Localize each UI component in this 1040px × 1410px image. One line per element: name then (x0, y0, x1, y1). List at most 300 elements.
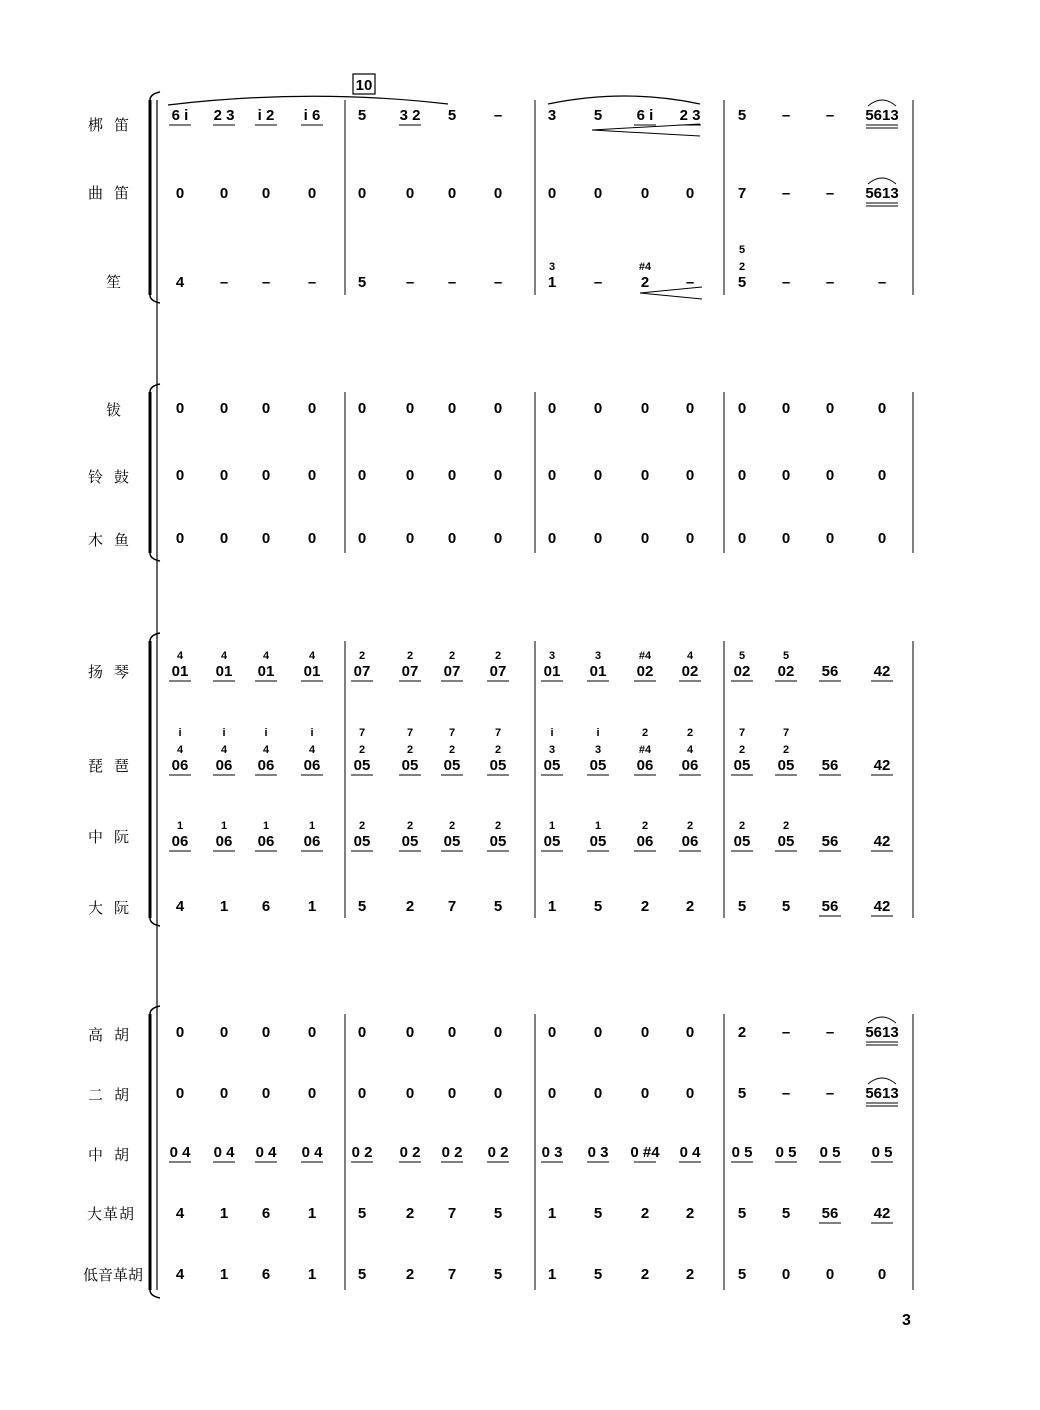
jianpu-note: 05 (777, 833, 795, 850)
jianpu-note: 0 (737, 530, 747, 547)
jianpu-note: 0 (781, 530, 791, 547)
dash-sustain: – (825, 185, 835, 202)
jianpu-note: 05 (777, 757, 795, 774)
jianpu-note: 56 (821, 757, 839, 774)
jianpu-note: 05 (543, 757, 561, 774)
jianpu-note: 0 (685, 1085, 695, 1102)
stacked-note: 2 (782, 744, 790, 756)
stacked-note: #4 (638, 744, 652, 756)
jianpu-note: 01 (543, 663, 561, 680)
jianpu-note: 3 (547, 107, 557, 124)
stacked-note: 7 (406, 727, 414, 739)
jianpu-note: 0 (547, 467, 557, 484)
jianpu-note: 0 (493, 400, 503, 417)
stacked-note: 2 (406, 820, 414, 832)
jianpu-note: 3 2 (399, 107, 421, 124)
jianpu-note: 0 3 (587, 1144, 609, 1161)
bracket-hook (150, 918, 160, 926)
stacked-note: 2 (358, 820, 366, 832)
jianpu-note: 05 (489, 833, 507, 850)
jianpu-note: 6 (261, 1266, 271, 1283)
dash-sustain: – (493, 107, 503, 124)
jianpu-note: 0 (593, 530, 603, 547)
jianpu-note: 5 (493, 1266, 503, 1283)
jianpu-note: 0 (493, 1085, 503, 1102)
jianpu-note: 07 (489, 663, 507, 680)
stacked-note: 4 (220, 650, 228, 662)
jianpu-note: 42 (873, 757, 891, 774)
crescendo-hairpin (592, 124, 700, 136)
jianpu-note: 0 (261, 1024, 271, 1041)
jianpu-note: 0 (640, 1024, 650, 1041)
jianpu-note: 0 (877, 400, 887, 417)
jianpu-note: 5 (357, 274, 367, 291)
jianpu-note: 05 (401, 757, 419, 774)
jianpu-note: 06 (636, 833, 654, 850)
stacked-note: i (596, 727, 600, 739)
jianpu-note: 0 (493, 185, 503, 202)
jianpu-note: 06 (257, 833, 275, 850)
phrase-slur (548, 96, 700, 104)
jianpu-note: 5 (593, 898, 603, 915)
jianpu-note: 05 (443, 757, 461, 774)
jianpu-note: 02 (777, 663, 795, 680)
stacked-note: 2 (738, 820, 746, 832)
jianpu-note: 0 (219, 467, 229, 484)
jianpu-note: 05 (543, 833, 561, 850)
jianpu-note: 0 2 (399, 1144, 421, 1161)
jianpu-note: 0 (307, 530, 317, 547)
jianpu-note: 0 (593, 400, 603, 417)
jianpu-note: 0 (447, 1085, 457, 1102)
jianpu-note: 7 (447, 1266, 457, 1283)
jianpu-note: 07 (353, 663, 371, 680)
jianpu-note: 06 (681, 833, 699, 850)
page-number: 3 (902, 1312, 911, 1329)
label-qudi: 曲笛 (88, 184, 141, 202)
jianpu-note: 56 (821, 663, 839, 680)
jianpu-note: 0 (640, 467, 650, 484)
jianpu-note: 0 (737, 400, 747, 417)
stacked-note: 2 (448, 650, 456, 662)
jianpu-note: 0 (261, 467, 271, 484)
stacked-note: 3 (548, 650, 556, 662)
jianpu-note: 0 (493, 467, 503, 484)
stacked-note: 7 (448, 727, 456, 739)
jianpu-note: 0 (175, 185, 185, 202)
jianpu-note: 0 (307, 1024, 317, 1041)
jianpu-note: 05 (353, 757, 371, 774)
label-daruan: 大阮 (88, 899, 141, 917)
jianpu-note: 0 (175, 1085, 185, 1102)
tie-slur (868, 1078, 896, 1084)
stacked-note: 4 (220, 744, 228, 756)
jianpu-note: 5 (593, 1205, 603, 1222)
jianpu-note: 0 (593, 1085, 603, 1102)
jianpu-note: 0 (493, 1024, 503, 1041)
jianpu-note: 42 (873, 833, 891, 850)
jianpu-note: 5 (493, 898, 503, 915)
jianpu-note: 0 (640, 400, 650, 417)
label-zhonghu: 中胡 (88, 1146, 141, 1164)
dash-sustain: – (781, 274, 791, 291)
jianpu-note: 4 (175, 1266, 185, 1283)
label-gaohu: 高胡 (88, 1026, 141, 1044)
jianpu-note: 0 4 (255, 1144, 277, 1161)
jianpu-note: 0 (357, 1085, 367, 1102)
jianpu-note: 1 (219, 898, 229, 915)
jianpu-note: 6 i (636, 107, 654, 124)
label-linggu: 铃鼓 (88, 468, 141, 486)
jianpu-note: 7 (447, 1205, 457, 1222)
jianpu-note: 56 (821, 833, 839, 850)
jianpu-note: 02 (681, 663, 699, 680)
jianpu-note: 0 (685, 530, 695, 547)
jianpu-note: 0 (405, 1024, 415, 1041)
jianpu-note: 0 (357, 185, 367, 202)
jianpu-note: 2 (685, 898, 695, 915)
jianpu-note: 01 (171, 663, 189, 680)
jianpu-note: 0 (640, 1085, 650, 1102)
rehearsal-mark: 10 (355, 77, 373, 94)
jianpu-note: 01 (303, 663, 321, 680)
stacked-note: i (550, 727, 554, 739)
jianpu-note: 1 (219, 1205, 229, 1222)
jianpu-note: 06 (257, 757, 275, 774)
jianpu-note: 0 (219, 1024, 229, 1041)
jianpu-note: 0 (447, 530, 457, 547)
stacked-note: 3 (594, 744, 602, 756)
dash-sustain: – (781, 185, 791, 202)
jianpu-note: 0 (307, 1085, 317, 1102)
dash-sustain: – (493, 274, 503, 291)
stacked-note: 7 (782, 727, 790, 739)
jianpu-note: 0 (447, 1024, 457, 1041)
dash-sustain: – (825, 1085, 835, 1102)
jianpu-note: 0 4 (679, 1144, 701, 1161)
jianpu-note: 0 (685, 467, 695, 484)
label-bangdi: 梆笛 (88, 116, 141, 134)
tie-slur (868, 100, 896, 106)
jianpu-note: 05 (589, 757, 607, 774)
dash-sustain: – (307, 274, 317, 291)
label-diyingehu: 低音革胡 (83, 1266, 144, 1284)
jianpu-note: 5613 (865, 1024, 899, 1041)
jianpu-note: 0 (261, 1085, 271, 1102)
stacked-note: 4 (262, 744, 270, 756)
jianpu-note: 0 (405, 467, 415, 484)
jianpu-note: 0 (447, 400, 457, 417)
jianpu-note: 0 (781, 467, 791, 484)
jianpu-note: 0 (175, 467, 185, 484)
jianpu-note: 06 (215, 757, 233, 774)
jianpu-note: 0 (685, 185, 695, 202)
jianpu-note: 2 3 (213, 107, 235, 124)
jianpu-note: 5 (593, 1266, 603, 1283)
jianpu-note: i 6 (303, 107, 321, 124)
jianpu-note: 0 2 (441, 1144, 463, 1161)
dash-sustain: – (781, 1024, 791, 1041)
label-muyu: 木鱼 (88, 531, 141, 549)
stacked-note: 3 (548, 744, 556, 756)
jianpu-note: 5 (781, 1205, 791, 1222)
jianpu-note: 0 (219, 530, 229, 547)
dash-sustain: – (447, 274, 457, 291)
jianpu-note: 6 (261, 1205, 271, 1222)
jianpu-note: 5 (493, 1205, 503, 1222)
stacked-note: 2 (358, 650, 366, 662)
jianpu-note: 0 (547, 1085, 557, 1102)
label-zhongruan: 中阮 (88, 828, 141, 846)
jianpu-note: 0 (493, 530, 503, 547)
jianpu-note: 0 (547, 400, 557, 417)
jianpu-note: 0 (640, 530, 650, 547)
jianpu-note: 5 (737, 898, 747, 915)
jianpu-note: 42 (873, 1205, 891, 1222)
jianpu-note: 4 (175, 898, 185, 915)
jianpu-note: 06 (681, 757, 699, 774)
jianpu-note: 0 (685, 1024, 695, 1041)
jianpu-note: 06 (171, 757, 189, 774)
jianpu-note: 42 (873, 898, 891, 915)
stacked-note: #4 (638, 261, 652, 273)
jianpu-note: 0 (685, 400, 695, 417)
label-dagehu: 大革胡 (87, 1205, 136, 1223)
jianpu-note: 6 (261, 898, 271, 915)
jianpu-note: 0 (175, 530, 185, 547)
jianpu-note: 05 (353, 833, 371, 850)
bracket-hook (150, 553, 160, 561)
dash-sustain: – (781, 107, 791, 124)
jianpu-note: 0 3 (541, 1144, 563, 1161)
dash-sustain: – (825, 107, 835, 124)
stacked-note: 2 (738, 744, 746, 756)
stacked-note: 2 (686, 820, 694, 832)
stacked-note: 5 (738, 244, 746, 256)
phrase-slur (168, 96, 448, 105)
stacked-note: 1 (220, 820, 228, 832)
jianpu-note: 0 (547, 1024, 557, 1041)
jianpu-note: 5 (737, 107, 747, 124)
jianpu-note: 0 5 (871, 1144, 893, 1161)
jianpu-note: 0 2 (351, 1144, 373, 1161)
jianpu-note: 5 (737, 1085, 747, 1102)
jianpu-note: 0 (357, 400, 367, 417)
stacked-note: 1 (594, 820, 602, 832)
jianpu-note: 5 (737, 1205, 747, 1222)
stacked-note: 4 (176, 744, 184, 756)
jianpu-note: 2 (685, 1266, 695, 1283)
jianpu-note: 5613 (865, 185, 899, 202)
jianpu-note: 0 (593, 467, 603, 484)
bracket-hook (150, 92, 160, 100)
jianpu-note: 0 (357, 467, 367, 484)
jianpu-note: 0 (877, 467, 887, 484)
jianpu-note: 0 (175, 400, 185, 417)
jianpu-note: 1 (547, 1266, 557, 1283)
jianpu-note: 0 4 (301, 1144, 323, 1161)
bracket-hook (150, 633, 160, 641)
jianpu-note: 5 (357, 107, 367, 124)
stacked-note: 5 (738, 650, 746, 662)
jianpu-note: 4 (175, 1205, 185, 1222)
jianpu-note: 0 (261, 185, 271, 202)
jianpu-note: 5 (593, 107, 603, 124)
jianpu-note: 06 (215, 833, 233, 850)
jianpu-note: 0 (261, 400, 271, 417)
dash-sustain: – (405, 274, 415, 291)
dash-sustain: – (685, 274, 695, 291)
jianpu-note: 0 (405, 400, 415, 417)
stacked-note: #4 (638, 650, 652, 662)
jianpu-note: 0 (547, 185, 557, 202)
dash-sustain: – (261, 274, 271, 291)
jianpu-note: 0 (877, 1266, 887, 1283)
jianpu-note: 0 (593, 1024, 603, 1041)
jianpu-note: 0 (640, 185, 650, 202)
jianpu-note: 1 (307, 1205, 317, 1222)
stacked-note: i (264, 727, 268, 739)
stacked-note: i (178, 727, 182, 739)
jianpu-note: 0 (219, 185, 229, 202)
jianpu-note: 0 (547, 530, 557, 547)
jianpu-note: 0 (307, 467, 317, 484)
jianpu-note: 01 (215, 663, 233, 680)
jianpu-note: 05 (589, 833, 607, 850)
jianpu-note: 06 (636, 757, 654, 774)
jianpu-note: 0 (447, 467, 457, 484)
stacked-note: 2 (358, 744, 366, 756)
jianpu-note: 0 5 (731, 1144, 753, 1161)
stacked-note: i (222, 727, 226, 739)
jianpu-note: 2 (737, 1024, 747, 1041)
jianpu-note: 2 3 (679, 107, 701, 124)
jianpu-note: 5613 (865, 107, 899, 124)
label-pipa: 琵琶 (88, 757, 141, 775)
jianpu-note: 2 (405, 898, 415, 915)
jianpu-note: 5 (447, 107, 457, 124)
jianpu-note: 0 5 (819, 1144, 841, 1161)
jianpu-note: 05 (401, 833, 419, 850)
bracket-hook (150, 1290, 160, 1298)
jianpu-note: 7 (737, 185, 747, 202)
jianpu-note: 0 (357, 1024, 367, 1041)
jianpu-note: 0 (307, 185, 317, 202)
jianpu-note: 0 (825, 400, 835, 417)
dash-sustain: – (219, 274, 229, 291)
jianpu-note: 05 (443, 833, 461, 850)
label-erhu: 二胡 (88, 1086, 141, 1104)
jianpu-note: 5 (737, 1266, 747, 1283)
jianpu-note: 0 (781, 400, 791, 417)
dash-sustain: – (877, 274, 887, 291)
jianpu-note: 0 (405, 530, 415, 547)
stacked-note: i (310, 727, 314, 739)
jianpu-note: 5 (357, 1266, 367, 1283)
jianpu-note: 1 (307, 1266, 317, 1283)
jianpu-note: 1 (307, 898, 317, 915)
tie-slur (868, 178, 896, 184)
jianpu-note: 6 i (171, 107, 189, 124)
jianpu-note: 0 (825, 530, 835, 547)
jianpu-note: 5 (357, 898, 367, 915)
stacked-note: 2 (782, 820, 790, 832)
stacked-note: 3 (594, 650, 602, 662)
tie-slur (868, 1017, 896, 1023)
jianpu-note: 7 (447, 898, 457, 915)
stacked-note: 1 (262, 820, 270, 832)
jianpu-note: 2 (640, 898, 650, 915)
jianpu-note: 2 (640, 1205, 650, 1222)
stacked-note: 2 (406, 650, 414, 662)
jianpu-note: 0 (877, 530, 887, 547)
jianpu-note: 56 (821, 1205, 839, 1222)
stacked-note: 4 (262, 650, 270, 662)
jianpu-note: 0 (825, 1266, 835, 1283)
jianpu-note: 2 (405, 1205, 415, 1222)
jianpu-note: 0 (825, 467, 835, 484)
jianpu-note: 1 (547, 1205, 557, 1222)
stacked-note: 2 (494, 650, 502, 662)
stacked-note: 2 (448, 820, 456, 832)
jianpu-note: 0 4 (169, 1144, 191, 1161)
jianpu-note: 1 (219, 1266, 229, 1283)
stacked-note: 7 (494, 727, 502, 739)
bracket-hook (150, 1006, 160, 1014)
stacked-note: 2 (641, 820, 649, 832)
jianpu-note: 05 (489, 757, 507, 774)
jianpu-note: 06 (303, 757, 321, 774)
stacked-note: 4 (686, 650, 694, 662)
jianpu-note: 4 (175, 274, 185, 291)
jianpu-note: 06 (303, 833, 321, 850)
jianpu-note: 1 (547, 898, 557, 915)
stacked-note: 4 (686, 744, 694, 756)
stacked-note: 2 (494, 820, 502, 832)
jianpu-note: 01 (589, 663, 607, 680)
jianpu-note: 56 (821, 898, 839, 915)
dash-sustain: – (825, 1024, 835, 1041)
jianpu-note: 07 (443, 663, 461, 680)
jianpu-note: 0 (737, 467, 747, 484)
jianpu-note: 0 (405, 185, 415, 202)
jianpu-note: 0 (447, 185, 457, 202)
jianpu-note: 0 #4 (630, 1144, 660, 1161)
dash-sustain: – (781, 1085, 791, 1102)
stacked-note: 1 (308, 820, 316, 832)
jianpu-note: 05 (733, 757, 751, 774)
jianpu-note: 0 2 (487, 1144, 509, 1161)
stacked-note: 4 (308, 744, 316, 756)
stacked-note: 1 (548, 820, 556, 832)
jianpu-note: 0 (405, 1085, 415, 1102)
dash-sustain: – (825, 274, 835, 291)
bracket-hook (150, 295, 160, 303)
jianpu-note: 02 (636, 663, 654, 680)
jianpu-note: 0 (175, 1024, 185, 1041)
stacked-note: 2 (448, 744, 456, 756)
jianpu-note: 2 (640, 274, 650, 291)
jianpu-note: 0 (261, 530, 271, 547)
stacked-note: 2 (641, 727, 649, 739)
jianpu-note: 2 (405, 1266, 415, 1283)
jianpu-note: 02 (733, 663, 751, 680)
stacked-note: 7 (738, 727, 746, 739)
jianpu-note: 5 (737, 274, 747, 291)
label-sheng: 笙 (106, 273, 133, 291)
stacked-note: 3 (548, 261, 556, 273)
bracket-hook (150, 384, 160, 392)
